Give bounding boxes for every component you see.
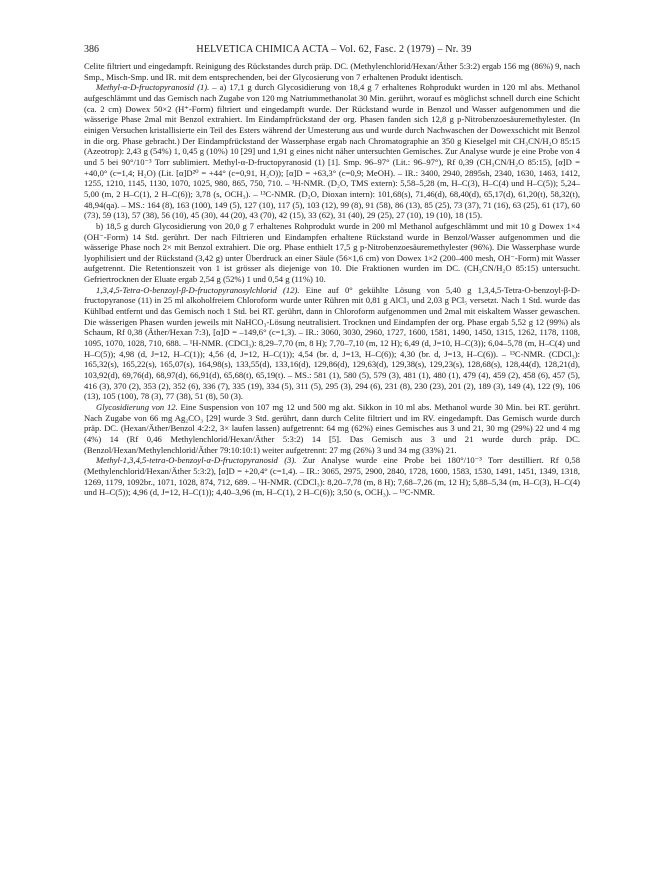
paragraph-text: – a) 17,1 g durch Glycosidierung von 18,4 g 7 erhaltenes Rohprodukt wurden in 120 ml abs. Methanol aufgeschlämmt und das Gemisch nach Zugabe von 120 mg Natriummethanolat 30 Min. gerührt, worauf es möglichst schnell durch eine Schicht (ca. 2 cm) Dowex 50×2 (H⁺-Form) filtriert und eingedampft wurde. Der Rückstand wurde in Benzol und Wasser aufgenommen und die wässerige Phase 2mal mit Benzol extrahiert. Im Eindampfrückstand der org. Phasen fanden sich 12,8 g p-Nitrobenzoesäuremethylester. (In einigen Versuchen kristallisierte ein Teil des Esters während der Umesterung aus und wurde durch Nachwaschen der Dowexschicht mit Benzol in die org. Phase gebracht.) Der Eindampfrückstand der Wasserphase ergab nach Chromatographie an 350 g Kieselgel mit CH₃CN/H₂O 85:15 (Azeotrop): 2,43 g (54%) 1, 0,45 g (10%) 10 [29] und 1,91 g eines nicht näher untersuchten Gemisches. Zur Analyse wurde je eine Probe von 4 und 5 bei 90°/10⁻³ Torr sublimiert. Methyl-α-D-fructopyranosid (1) [1]. Smp. 96–97° (Lit.: 96–97°), Rf 0,39 (CH₃CN/H₂O 85:15), [α]D = +40,0° (c=1,4; H₂O) (Lit. [α]D²⁰ = +44° (c=0,91, H₂O)); [α]D = +63,3° (c=0,9; MeOH). – IR.: 3400, 2940, 2895sh, 2340, 1630, 1463, 1412, 1255, 1210, 1145, 1130, 1070, 1025, 980, 865, 750, 710. – ¹H-NMR. (D₂O, TMS extern): 5,58–5,28 (m, H–C(3), H–C(4) und H–C(5)); 5,24–5,00 (m, 2 H–C(1), 2 H–C(6)); 3,78 (s, OCH₃). – ¹³C-NMR. (D₂O, Dioxan intern): 101,68(s), 71,46(d), 68,40(d), 65,17(d), 61,20(t), 58,32(t), 48,94(qa). – MS.: 164 (8), 163 (100), 149 (5), 127 (10), 117 (5), 103 (12), 99 (8), 91 (58), 86 (13), 85 (25), 73 (37), 71 (16), 63 (25), 61 (17), 60 (73), 59 (13), 57 (38), 56 (10), 45 (30), 44 (20), 43 (70), 42 (15), 33 (62), 31 (40), 29 (25), 27 (10), 19 (10), 18 (15). <box>84 82 580 221</box>
paragraph-text: Celite filtriert und eingedampft. Reinigung des Rückstandes durch präp. DC. (Methylenchlorid/Hexan/Äther 5:3:2) ergab 156 mg (86%) 9, nach Smp., Misch-Smp. und IR. mit dem entsprechenden, bei der Glycosierung von 7 erhaltenen Produkt identisch. <box>84 61 580 82</box>
paragraph-methyl-tetra-benzoyl <box>84 455 580 498</box>
paragraph-tetra-benzoyl-chlorid <box>84 285 580 402</box>
running-head: HELVETICA CHIMICA ACTA – Vol. 62, Fasc. 2 (1979) – Nr. 39 <box>196 44 472 55</box>
paragraph-celite <box>84 61 580 82</box>
page-header <box>84 44 584 56</box>
page-number: 386 <box>84 44 99 55</box>
paragraph-lead: 1,3,4,5-Tetra-O-benzoyl-β-D-fructopyranosylchlorid (12). <box>96 284 300 295</box>
paragraph-lead: Methyl-α-D-fructopyranosid (1). <box>96 82 210 93</box>
paragraph-glycosidierung <box>84 402 580 455</box>
paragraph-text: Eine auf 0° gekühlte Lösung von 5,40 g 1,3,4,5-Tetra-O-benzoyl-β-D-fructopyranose (11) in 25 ml alkoholfreiem Chloroform wurde unter Rühren mit 0,81 g AlCl₃ und 2,03 g PCl₅ versetzt. Nach 1 Std. wurde das Kühlbad entfernt und das Gemisch noch 1 Std. bei RT. gerührt, dann in Chloroform aufgenommen und 2mal mit eiskaltem Wasser gewaschen. Die wässerigen Phasen wurden jeweils mit NaHCO₃-Lösung neutralisiert. Trocknen und Eindampfen der org. Phase ergab 5,52 g 12 (99%) als Schaum, Rf 0,38 (Äther/Hexan 7:3), [α]D = –149,6° (c=1,3). – IR.: 3060, 3030, 2960, 1727, 1600, 1581, 1490, 1450, 1315, 1262, 1178, 1108, 1095, 1070, 1028, 710, 688. – ¹H-NMR. (CDCl₃): 8,29–7,70 (m, 8 H); 7,70–7,10 (m, 12 H); 6,49 (d, J=10, H–C(3)); 6,04–5,78 (m, H–C(4) und H–C(5)); 4,98 (d, J=12, H–C(1)); 4,56 (d, J=12, H–C(1)); 4,54 (br. d, J=13, H–C(6)); 4,30 (br. d, J=13, H–C(6)). – ¹³C-NMR. (CDCl₃): 165,32(s), 165,22(s), 165,07(s), 164,98(s), 133,55(d), 133,16(d), 129,86(d), 129,63(d), 129,38(s), 129,23(s), 128,68(s), 128,44(d), 128,21(d), 103,92(d), 69,76(d), 68,97(d), 66,91(d), 65,68(t), 65,19(t). – MS.: 581 (1), 580 (5), 579 (3), 481 (1), 480 (1), 479 (4), 459 (2), 458 (6), 457 (5), 416 (3), 370 (2), 353 (2), 352 (6), 336 (7), 335 (19), 334 (5), 311 (5), 295 (3), 294 (6), 231 (8), 230 (23), 201 (2), 189 (3), 149 (4), 122 (9), 106 (13), 105 (100), 78 (3), 77 (38), 51 (8), 50 (3). <box>84 284 580 402</box>
paragraph-lead: Glycosidierung von 12. <box>96 402 178 412</box>
paragraph-text: Eine Suspension von 107 mg 12 und 500 mg akt. Sikkon in 10 ml abs. Methanol wurde 30 Min. bei RT. gerührt. Nach Zugabe von 66 mg Ag₂CO₃ [29] wurde 3 Std. gerührt, dann durch Celite filtriert und im RV. eingedampft. Das Gemisch wurde durch präp. DC. (Hexan/Äther/Benzol 4:2:2, 3× laufen lassen) aufgetrennt: 64 mg (62%) eines Gemisches aus 3 und 21, 30 mg (29%) 22 und 4 mg (4%) 14 (Rf 0,46 Methylenchlorid/Hexan/Äther 5:3:2) 14 [5]. Das Gemisch aus 3 und 21 wurde durch präp. DC. (Benzol/Hexan/Methylenchlorid/Äther 79:10:10:1) weiter aufgetrennt: 27 mg (26%) 3 und 34 mg (33%) 21. <box>84 402 580 455</box>
paragraph-methyl-fructopyranosid <box>84 82 580 221</box>
paragraph-variant-b <box>84 221 580 285</box>
article-body <box>84 61 580 498</box>
paragraph-text: b) 18,5 g durch Glycosidierung von 20,0 g 7 erhaltenes Rohprodukt wurde in 200 ml Methanol aufgeschlämmt und mit 10 g Dowex 1×4 (OH⁻-Form) 14 Std. gerührt. Der nach Filtrieren und Eindampfen erhaltene Rückstand wurde in Benzol/Wasser aufgenommen und die wässerige Phase noch 2× mit Benzol extrahiert. Die org. Phase enthielt 17,5 g p-Nitrobenzoesäuremethylester (96%). Die Wasserphase wurde lyophilisiert und der Rückstand (3,42 g) unter Überdruck an einer Säule (56×1,6 cm) von Dowex 1×2 (200–400 mesh, OH⁻-Form) mit Wasser aufgetrennt. Die Retentionszeit von 1 ist grösser als diejenige von 10. Die Fraktionen wurden im DC. (CH₃CN/H₂O 85:15) untersucht. Gefriertrocknen der Eluate ergab 2,54 g (52%) 1 und 0,54 g (11%) 10. <box>84 220 580 285</box>
paragraph-text: Zur Analyse wurde eine Probe bei 180°/10⁻³ Torr destilliert. Rf 0,58 (Methylenchlorid/Hexan/Äther 5:3:2), [α]D = +20,4° (c=1,4). – IR.: 3065, 2975, 2900, 2840, 1728, 1600, 1583, 1530, 1491, 1451, 1349, 1318, 1269, 1179, 1092br., 1071, 1028, 874, 712, 689. – ¹H-NMR. (CDCl₃): 8,20–7,78 (m, 8 H); 7,68–7,26 (m, 12 H); 5,88–5,34 (m, H–C(3), H–C(4) und H–C(5)); 4,96 (d, J=12, H–C(1)); 4,40–3,96 (m, H–C(1), 2 H–C(6)); 3,50 (s, OCH₃). – ¹³C-NMR. <box>84 455 580 498</box>
paragraph-lead: Methyl-1,3,4,5-tetra-O-benzoyl-α-D-fructopyranosid (3). <box>96 455 297 466</box>
